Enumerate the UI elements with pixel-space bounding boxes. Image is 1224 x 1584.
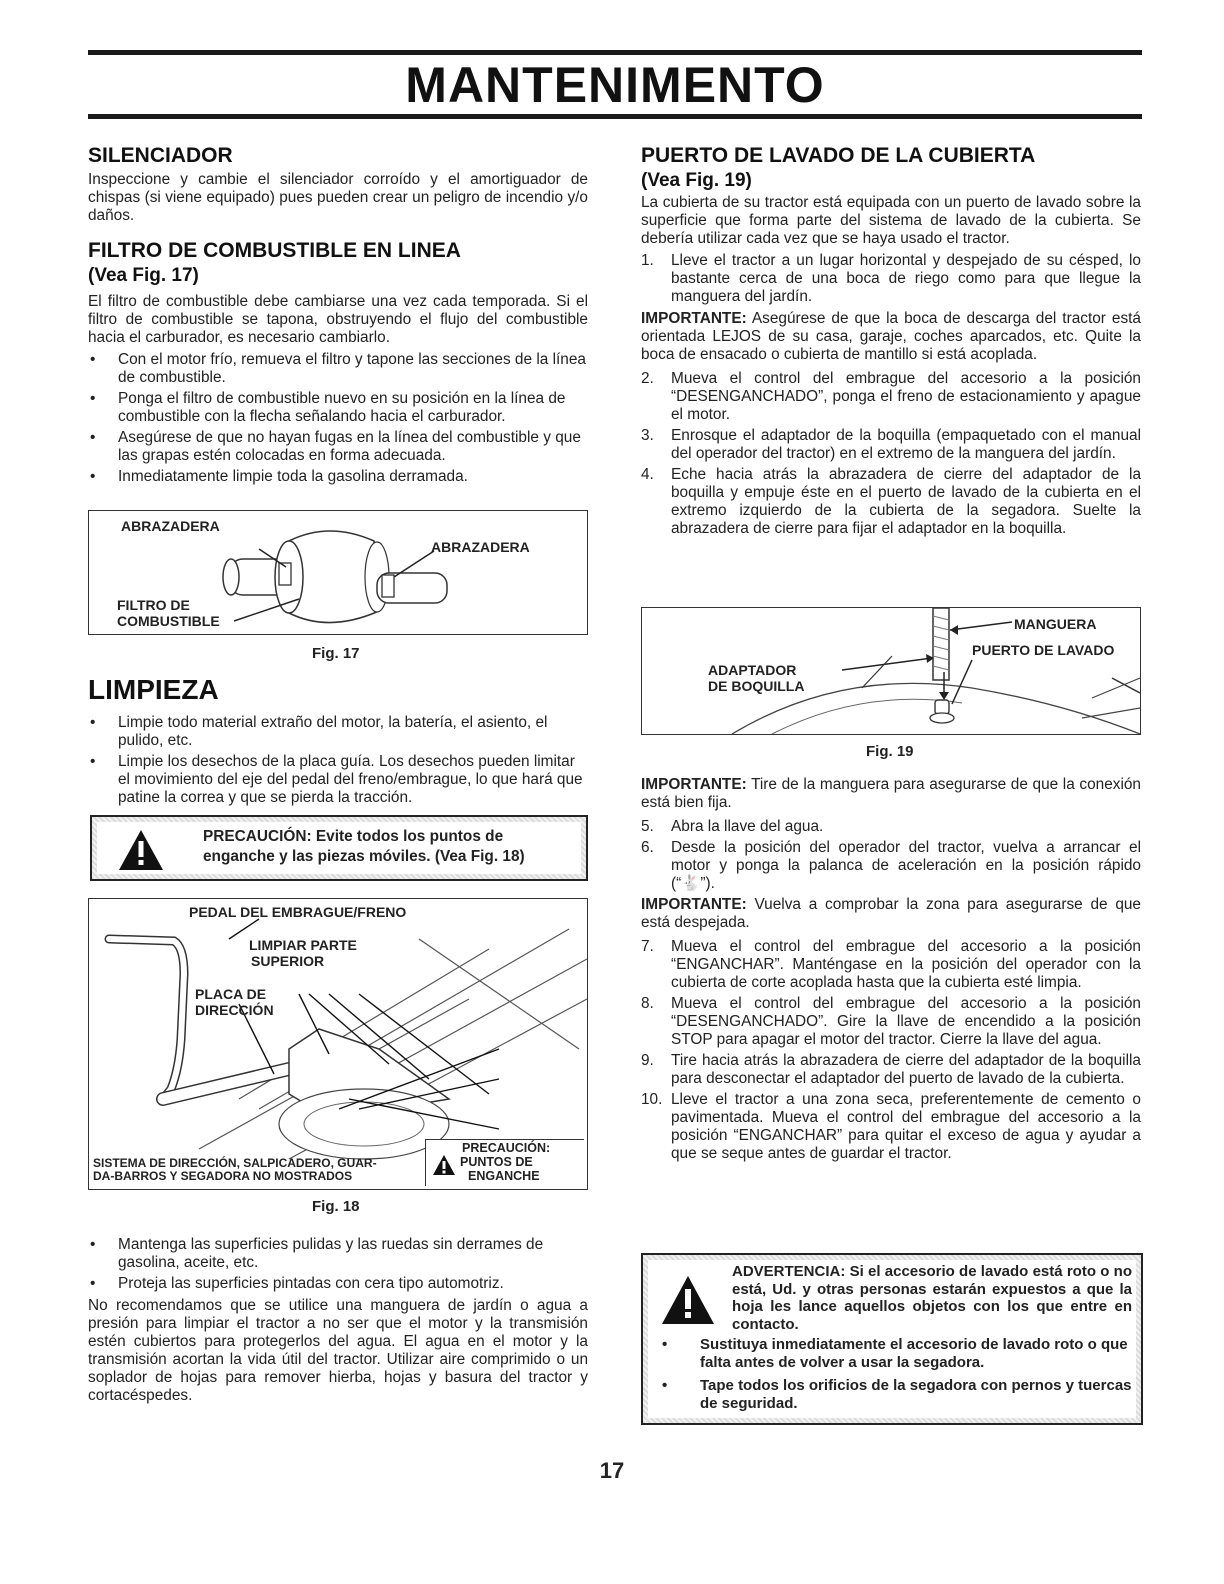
- step-text: Eche hacia atrás la abrazadera de cierre del adaptador de la boquilla y empuje éste en el puerto de lavado de la cubierta en el extremo izquierdo de la cubierta de la segadora. Suelte la abrazadera de cierre para fijar el adaptador en la boquilla.: [671, 466, 1141, 537]
- limpieza-bullet-list-2: [88, 1236, 588, 1293]
- fig19-caption: Fig. 19: [866, 743, 914, 760]
- step-number: 10.: [641, 1091, 663, 1108]
- importante-text: Tire de la manguera para asegurarse de que la conexión está bien fija.: [641, 776, 1141, 811]
- list-item: • Sustituya inmediatamente el accesorio de lavado roto o que falta antes de volver a usar la segadora.: [660, 1336, 1132, 1371]
- puerto-steps-1: [641, 252, 1141, 306]
- importante-label: IMPORTANTE:: [641, 776, 747, 793]
- advertencia-box: [641, 1253, 1143, 1425]
- list-item: [641, 995, 1141, 1049]
- silenciador-text: Inspeccione y cambie el silenciador corroído y el amortiguador de chispas (si viene equipado) pues pueden crear un peligro de incendio y/o daños.: [88, 171, 588, 224]
- list-item: • Tape todos los orificios de la segadora con pernos y tuercas de seguridad.: [660, 1377, 1132, 1412]
- fig17-label-abrazadera-right: ABRAZADERA: [431, 539, 530, 555]
- list-item: [641, 427, 1141, 463]
- list-item: • Proteja las superficies pintadas con cera tipo automotriz.: [88, 1275, 588, 1293]
- fig17-label-filtro-2: COMBUSTIBLE: [117, 613, 220, 629]
- step-text: Enrosque el adaptador de la boquilla (empaquetado con el manual del operador del tractor) en el extremo de la manguera del jardín.: [671, 427, 1141, 462]
- left-column-bottom: [88, 1236, 588, 1405]
- precaucion-box: [90, 815, 588, 881]
- page-number: 17: [599, 1458, 625, 1483]
- step-number: 4.: [641, 466, 654, 483]
- precaucion-text: PRECAUCIÓN: Evite todos los puntos de enganche y las piezas móviles. (Vea Fig. 18): [203, 828, 525, 865]
- list-item: [641, 1091, 1141, 1163]
- list-item: • Con el motor frío, remueva el filtro y tapone las secciones de la línea de combustible.: [88, 351, 588, 387]
- list-item: • Mantenga las superficies pulidas y las ruedas sin derrames de gasolina, aceite, etc.: [88, 1236, 588, 1272]
- puerto-steps-3: [641, 818, 1141, 893]
- fig18-label-sistema-2: DA-BARROS Y SEGADORA NO MOSTRADOS: [93, 1169, 353, 1183]
- filtro-subheading: (Vea Fig. 17): [88, 265, 199, 286]
- header-rule-bottom: [88, 114, 1142, 119]
- right-column-bottom: [641, 776, 1141, 1166]
- filtro-intro: El filtro de combustible debe cambiarse una vez cada temporada. Si el filtro de combustible se tapona, obstruyendo el flujo del combustible hacia el carburador, es necesario cambiarlo.: [88, 293, 588, 346]
- puerto-intro: La cubierta de su tractor está equipada con un puerto de lavado sobre la superficie que forma parte del sistema de lavado de la cubierta. Se debería utilizar cada vez que se haya usado el tractor.: [641, 194, 1141, 247]
- list-item: [641, 818, 1141, 836]
- limpieza-heading: LIMPIEZA: [88, 674, 219, 705]
- list-item: [641, 1052, 1141, 1088]
- fig19-label-adaptador-2: DE BOQUILLA: [708, 678, 805, 694]
- precaucion-inner: [97, 822, 581, 874]
- importante-3: [641, 896, 1141, 932]
- step-number: 3.: [641, 427, 654, 444]
- step-number: 1.: [641, 252, 654, 269]
- step-number: 5.: [641, 818, 654, 835]
- fig17-label-filtro-1: FILTRO DE: [117, 597, 190, 613]
- step-text: Desde la posición del operador del tractor, vuelva a arrancar el motor y ponga la palanca de aceleración en la posición rápido (“🐇”).: [671, 839, 1141, 892]
- list-item: [641, 370, 1141, 424]
- left-column-top: [88, 144, 588, 489]
- fig17-caption: Fig. 17: [312, 645, 360, 662]
- fig18-caption: Fig. 18: [312, 1198, 360, 1215]
- list-item: [641, 839, 1141, 893]
- fig18-prec-2: PUNTOS DE: [460, 1155, 533, 1169]
- figure-19: [641, 607, 1141, 735]
- puerto-steps-4: [641, 938, 1141, 1163]
- importante-label: IMPORTANTE:: [641, 896, 747, 913]
- advertencia-bullet-list: [660, 1336, 1132, 1415]
- limpieza-section-top: [88, 674, 588, 810]
- header-rule-top: [88, 50, 1142, 55]
- step-text: Mueva el control del embrague del accesorio a la posición “ENGANCHAR”. Manténgase en la posición del operador con la cubierta de corte acoplada hasta que la cubierta esté limpia.: [671, 938, 1141, 991]
- list-item: • Limpie los desechos de la placa guía. Los desechos pueden limitar el movimiento del eje del pedal del freno/embrague, lo que hará que patine la correa y que se pierda la tracción.: [88, 753, 588, 807]
- step-number: 2.: [641, 370, 654, 387]
- advertencia-inner: [648, 1260, 1136, 1418]
- importante-text: Vuelva a comprobar la zona para asegurarse de que está despejada.: [641, 896, 1141, 931]
- fig18-label-placa-1: PLACA DE: [195, 986, 267, 1002]
- step-number: 7.: [641, 938, 654, 955]
- step-text: Tire hacia atrás la abrazadera de cierre del adaptador de la boquilla para desconectar el adaptador del puerto de lavado de la cubierta.: [671, 1052, 1141, 1087]
- fig19-label-manguera: MANGUERA: [1014, 616, 1097, 632]
- silenciador-heading: SILENCIADOR: [88, 144, 233, 167]
- list-item: • Asegúrese de que no hayan fugas en la línea del combustible y que las grapas estén colocadas en forma adecuada.: [88, 429, 588, 465]
- warning-icon: [660, 1274, 716, 1326]
- fig18-prec-1: PRECAUCIÓN:: [462, 1141, 551, 1155]
- figure-17: [88, 510, 588, 635]
- importante-2: [641, 776, 1141, 812]
- fig19-label-adaptador-1: ADAPTADOR: [708, 662, 797, 678]
- fig18-label-limpiar-2: SUPERIOR: [251, 953, 325, 969]
- filtro-heading: FILTRO DE COMBUSTIBLE EN LINEA: [88, 239, 461, 262]
- puerto-heading: PUERTO DE LAVADO DE LA CUBIERTA: [641, 144, 1036, 167]
- warning-icon: [117, 828, 165, 872]
- fig19-label-puerto: PUERTO DE LAVADO: [972, 642, 1115, 658]
- right-column-top: [641, 144, 1141, 541]
- step-text: Mueva el control del embrague del accesorio a la posición “DESENGANCHADO”, ponga el freno de estacionamiento y apague el motor.: [671, 370, 1141, 423]
- step-number: 8.: [641, 995, 654, 1012]
- step-number: 9.: [641, 1052, 654, 1069]
- fig18-label-sistema-1: SISTEMA DE DIRECCIÓN, SALPICADERO, GUAR-: [93, 1156, 377, 1170]
- fig17-label-abrazadera-left: ABRAZADERA: [121, 518, 220, 534]
- puerto-subheading: (Vea Fig. 19): [641, 170, 752, 191]
- importante-1: [641, 310, 1141, 364]
- filtro-bullet-list: [88, 351, 588, 486]
- fig18-label-placa-2: DIRECCIÓN: [195, 1002, 274, 1018]
- list-item: [641, 938, 1141, 992]
- list-item: • Ponga el filtro de combustible nuevo en su posición en la línea de combustible con la flecha señalando hacia el carburador.: [88, 390, 588, 426]
- limpieza-bullet-list: [88, 714, 588, 807]
- advertencia-main: ADVERTENCIA: Si el accesorio de lavado está roto o no está, Ud. y otras personas estarán expuestos a que la hoja les lance aquellos objetos con los que entre en contacto.: [732, 1263, 1132, 1333]
- list-item: [641, 466, 1141, 538]
- list-item: • Limpie todo material extraño del motor, la batería, el asiento, el pulido, etc.: [88, 714, 588, 750]
- fig18-precaucion-box: [425, 1139, 584, 1186]
- step-number: 6.: [641, 839, 654, 856]
- list-item: [641, 252, 1141, 306]
- step-text: Mueva el control del embrague del accesorio a la posición “DESENGANCHADO”. Gire la llave de encendido a la posición STOP para apagar el motor del tractor. Cierre la llave del agua.: [671, 995, 1141, 1048]
- fig18-label-limpiar-1: LIMPIAR PARTE: [249, 937, 357, 953]
- puerto-steps-2: [641, 370, 1141, 538]
- fig18-prec-3: ENGANCHE: [468, 1169, 540, 1183]
- warning-icon: [432, 1154, 456, 1176]
- importante-label: IMPORTANTE:: [641, 310, 747, 327]
- limpieza-paragraph: No recomendamos que se utilice una manguera de jardín o agua a presión para limpiar el tractor a no ser que el motor y la transmisión estén cubiertos para protegerlos del agua. El agua en el motor y la transmisión acortan la vida útil del tractor. Utilizar aire comprimido o un soplador de hojas para remover hierba, hojas y basura del tractor y cortacéspedes.: [88, 1297, 588, 1404]
- step-text: Lleve el tractor a una zona seca, preferentemente de cemento o pavimentada. Mueva el control del embrague del accesorio a la posición “ENGANCHAR” para quitar el exceso de agua y ayudar a que se seque antes de guardar el tractor.: [671, 1091, 1141, 1162]
- figure-18: [88, 898, 588, 1190]
- fig18-label-pedal: PEDAL DEL EMBRAGUE/FRENO: [189, 904, 407, 920]
- importante-text: Asegúrese de que la boca de descarga del tractor está orientada LEJOS de su casa, garaje, coches aparcados, etc. Quite la boca de ensacado o cubierta de mantillo si está acoplada.: [641, 310, 1141, 363]
- page-title: MANTENIMENTO: [405, 57, 825, 113]
- step-text: Abra la llave del agua.: [671, 818, 824, 835]
- step-text: Lleve el tractor a un lugar horizontal y despejado de su césped, lo bastante cerca de una boca de riego como para que llegue la manguera del jardín.: [671, 252, 1141, 305]
- list-item: • Inmediatamente limpie toda la gasolina derramada.: [88, 468, 588, 486]
